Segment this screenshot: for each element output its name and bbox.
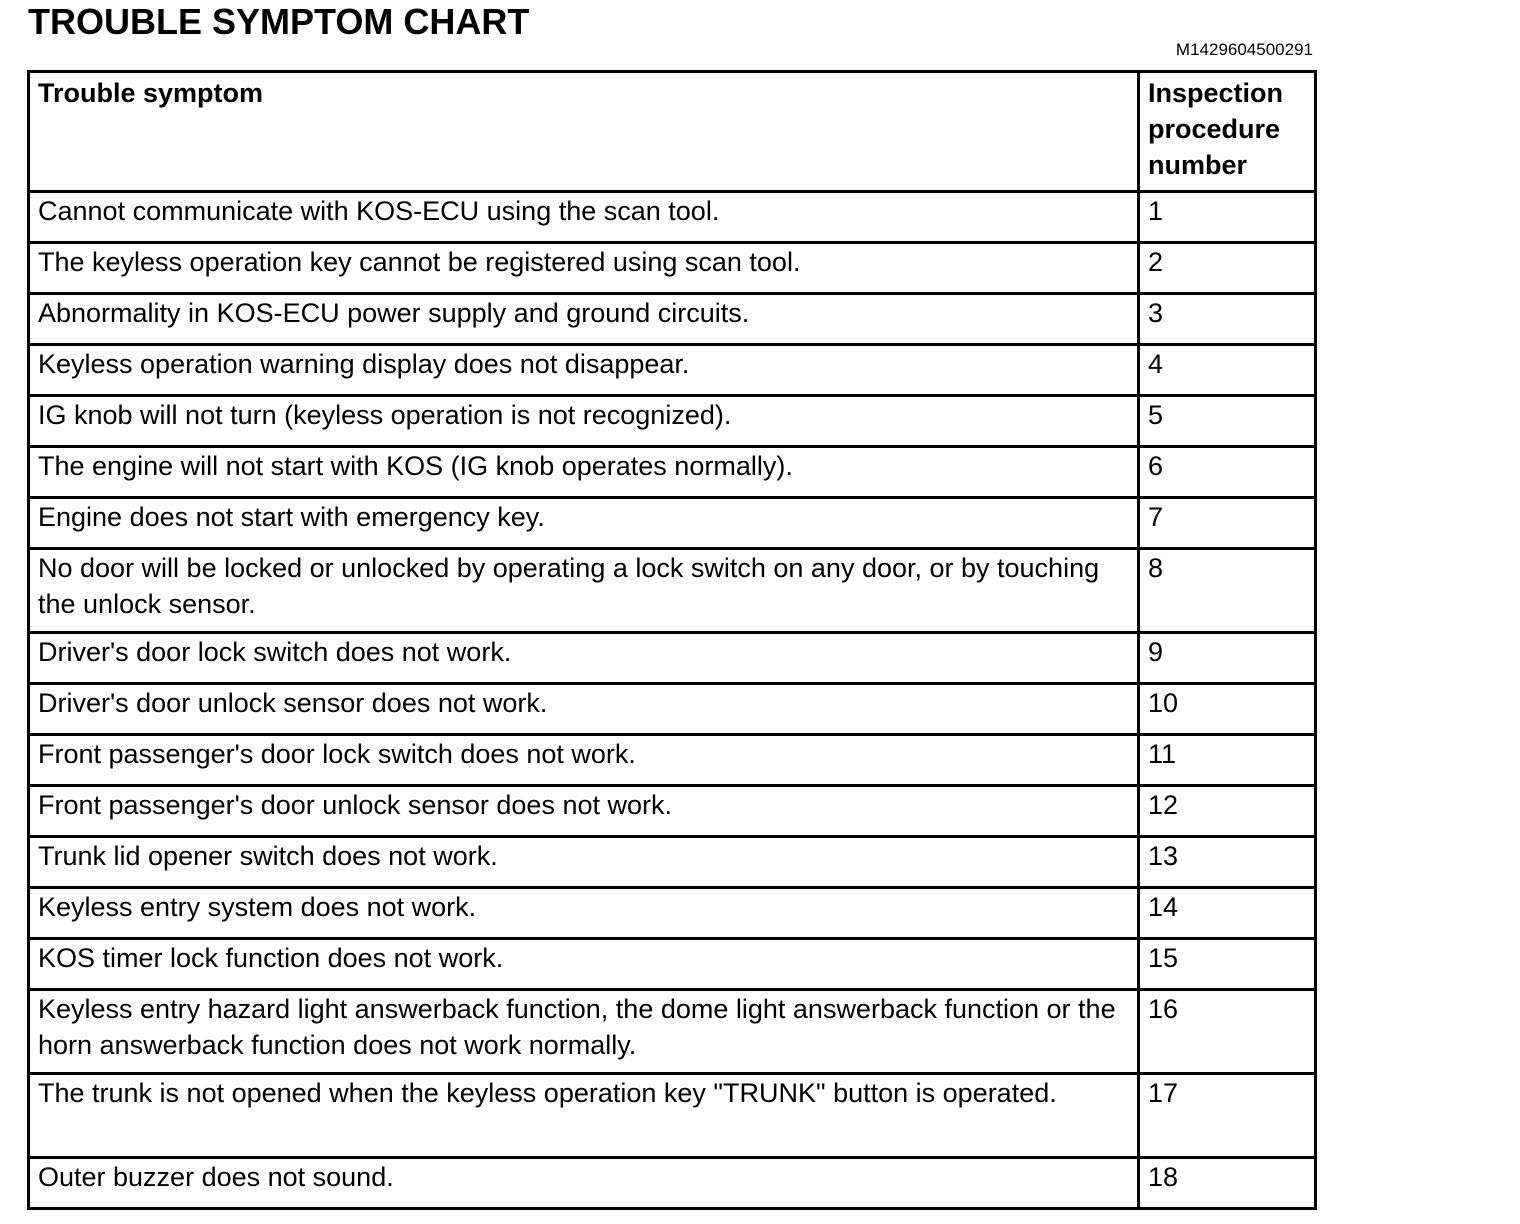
symptom-cell: The trunk is not opened when the keyless operation key "TRUNK" button is operated.: [29, 1074, 1139, 1158]
symptom-cell: The engine will not start with KOS (IG knob operates normally).: [29, 447, 1139, 498]
table-row: [29, 786, 1316, 837]
table-row: [29, 498, 1316, 549]
symptom-cell: Cannot communicate with KOS-ECU using the scan tool.: [29, 192, 1139, 243]
table-row: [29, 939, 1316, 990]
symptom-cell: IG knob will not turn (keyless operation is not recognized).: [29, 396, 1139, 447]
table-row: [29, 990, 1316, 1074]
table-row: [29, 294, 1316, 345]
table-row: [29, 396, 1316, 447]
symptom-cell: Trunk lid opener switch does not work.: [29, 837, 1139, 888]
procedure-number-cell: 15: [1139, 939, 1316, 990]
document-id: M1429604500291: [1175, 40, 1313, 59]
table-row: [29, 888, 1316, 939]
procedure-number-cell: 16: [1139, 990, 1316, 1074]
procedure-number-cell: 11: [1139, 735, 1316, 786]
table-row: [29, 192, 1316, 243]
symptom-cell: Driver's door lock switch does not work.: [29, 633, 1139, 684]
procedure-number-cell: 18: [1139, 1158, 1316, 1209]
table-row: [29, 1158, 1316, 1209]
symptom-cell: The keyless operation key cannot be registered using scan tool.: [29, 243, 1139, 294]
table-row: [29, 345, 1316, 396]
table-row: [29, 1074, 1316, 1158]
procedure-number-cell: 4: [1139, 345, 1316, 396]
symptom-cell: Keyless entry hazard light answerback function, the dome light answerback function or the horn answerback function does not work normally.: [29, 990, 1139, 1074]
procedure-number-cell: 5: [1139, 396, 1316, 447]
procedure-number-cell: 7: [1139, 498, 1316, 549]
procedure-number-cell: 17: [1139, 1074, 1316, 1158]
procedure-number-cell: 9: [1139, 633, 1316, 684]
symptom-cell: Keyless entry system does not work.: [29, 888, 1139, 939]
procedure-number-cell: 14: [1139, 888, 1316, 939]
symptom-cell: KOS timer lock function does not work.: [29, 939, 1139, 990]
symptom-cell: Driver's door unlock sensor does not work.: [29, 684, 1139, 735]
page-title: TROUBLE SYMPTOM CHART: [28, 1, 530, 42]
procedure-number-cell: 6: [1139, 447, 1316, 498]
table-row: [29, 837, 1316, 888]
symptom-cell: Front passenger's door unlock sensor does not work.: [29, 786, 1139, 837]
symptom-cell: Keyless operation warning display does not disappear.: [29, 345, 1139, 396]
symptom-cell: Engine does not start with emergency key.: [29, 498, 1139, 549]
symptom-cell: No door will be locked or unlocked by operating a lock switch on any door, or by touching the unlock sensor.: [29, 549, 1139, 633]
header-inspection-procedure-number: Inspection procedure number: [1139, 72, 1316, 192]
header-trouble-symptom: Trouble symptom: [29, 72, 1139, 192]
table-row: [29, 447, 1316, 498]
procedure-number-cell: 8: [1139, 549, 1316, 633]
trouble-symptom-table: [27, 70, 1317, 1210]
symptom-cell: Abnormality in KOS-ECU power supply and ground circuits.: [29, 294, 1139, 345]
table-row: [29, 684, 1316, 735]
symptom-cell: Outer buzzer does not sound.: [29, 1158, 1139, 1209]
symptom-cell: Front passenger's door lock switch does not work.: [29, 735, 1139, 786]
procedure-number-cell: 12: [1139, 786, 1316, 837]
procedure-number-cell: 3: [1139, 294, 1316, 345]
procedure-number-cell: 10: [1139, 684, 1316, 735]
table-row: [29, 243, 1316, 294]
procedure-number-cell: 13: [1139, 837, 1316, 888]
procedure-number-cell: 2: [1139, 243, 1316, 294]
table-row: [29, 549, 1316, 633]
table-row: [29, 633, 1316, 684]
table-header-row: [29, 72, 1316, 192]
table-row: [29, 735, 1316, 786]
procedure-number-cell: 1: [1139, 192, 1316, 243]
